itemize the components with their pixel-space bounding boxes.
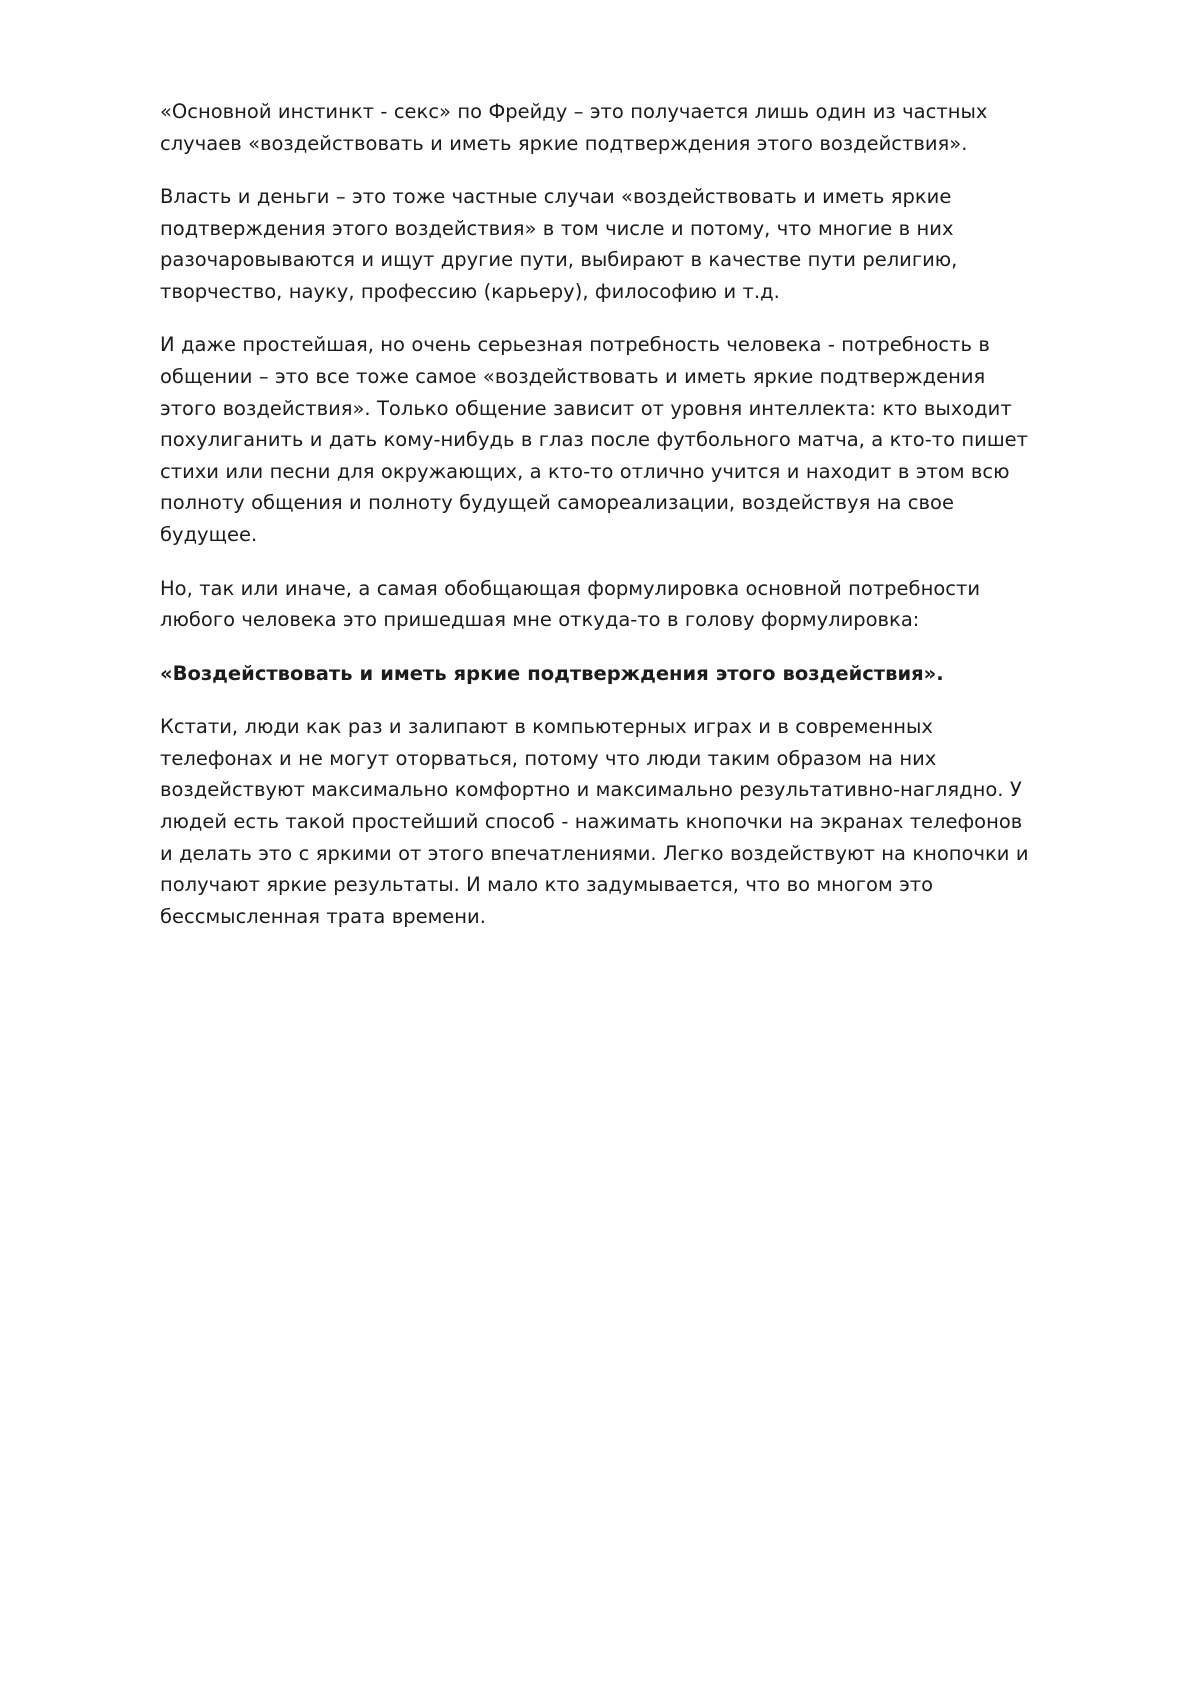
paragraph-2: Власть и деньги – это тоже частные случаи «воздействовать и иметь яркие подтверждения этого воздействия» в том числе и потому, что многие в них разочаровываются и ищут другие пути, выбирают в качестве пути религию, творчество, науку, профессию (карьеру), философию и т.д. bbox=[160, 185, 958, 303]
paragraph-3: И даже простейшая, но очень серьезная потребность человека - потребность в общении – это все тоже самое «воздействовать и иметь яркие подтверждения этого воздействия». Только общение зависит от уровня интеллекта: кто выходит похулиганить и дать кому-нибудь в глаз после футбольного матча, а кто-то пишет стихи или песни для окружающих, а кто-то отлично учится и находит в этом всю полноту общения и полноту будущей самореализации, воздействуя на свое будущее. bbox=[160, 333, 1029, 546]
paragraph-5-emphasis: «Воздействовать и иметь яркие подтверждения этого воздействия». bbox=[160, 661, 944, 685]
paragraph-6: Кстати, люди как раз и залипают в компьютерных играх и в современных телефонах и не могут оторваться, потому что люди таким образом на них воздействуют максимально комфортно и максимально результативно-наглядно. У людей есть такой простейший способ - нажимать кнопочки на экранах телефонов и делать это с яркими от этого впечатлениями. Легко воздействуют на кнопочки и получают яркие результаты. И мало кто задумывается, что во многом это бессмысленная трата времени. bbox=[160, 715, 1029, 928]
paragraph-4: Но, так или иначе, а самая обобщающая формулировка основной потребности любого человека это пришедшая мне откуда-то в голову формулировка: bbox=[160, 576, 981, 632]
paragraph-1: «Основной инстинкт - секс» по Фрейду – это получается лишь один из частных случаев «воздействовать и иметь яркие подтверждения этого воздействия». bbox=[160, 100, 988, 155]
document-body bbox=[160, 96, 1040, 932]
